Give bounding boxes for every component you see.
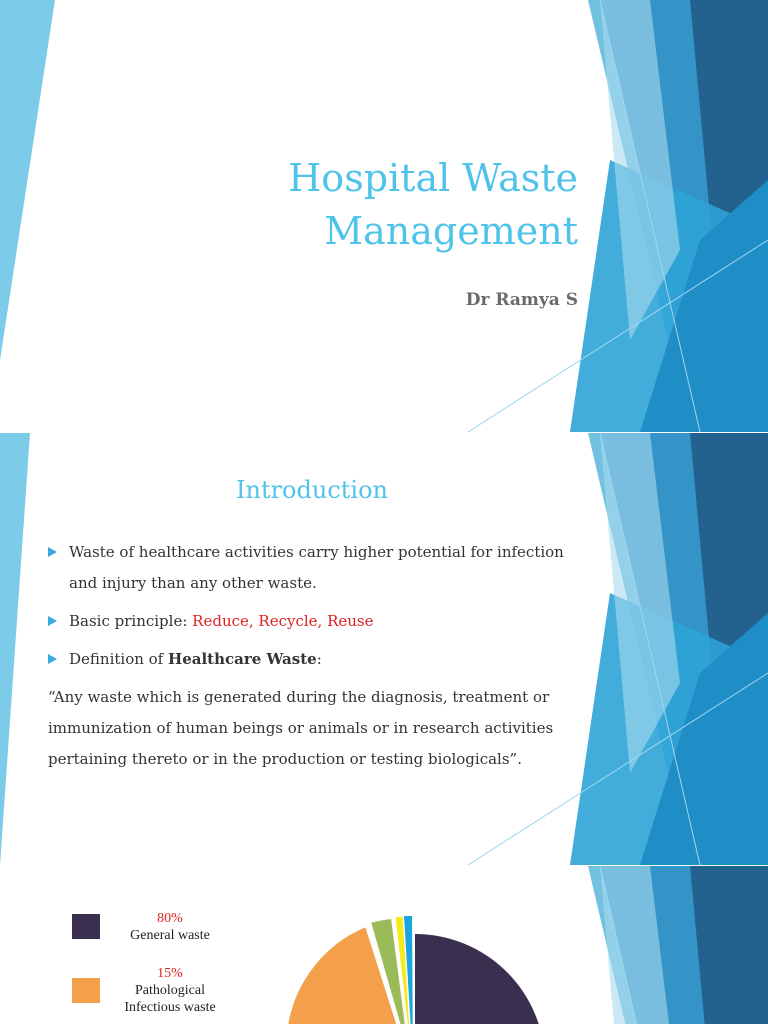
legend-label-pathological (100, 965, 240, 1016)
legend-label-general (100, 910, 240, 944)
legend-percent: 15% (157, 966, 183, 981)
legend-label: Infectious waste (124, 1000, 216, 1015)
bullet-text: : (316, 650, 322, 668)
bullet-text: Waste of healthcare activities carry higher potential for infection and injury than any other waste. (69, 543, 564, 592)
waste-composition-slide (0, 866, 768, 1024)
legend-swatch (72, 978, 100, 1003)
title-slide (0, 0, 768, 432)
bullet-item (48, 537, 578, 599)
legend-percent: 80% (157, 911, 183, 926)
pie-slice-general (415, 934, 545, 1024)
introduction-slide (0, 433, 768, 865)
definition-quote: “Any waste which is generated during the diagnosis, treatment or immunization of human beings or animals or in research activities pertaining thereto or in the production or testing biologicals”. (48, 688, 554, 768)
author-name: Dr Ramya S (465, 290, 578, 310)
legend-swatch (72, 914, 100, 939)
bullet-item (48, 644, 578, 675)
slide-body (48, 537, 578, 775)
presentation-title (98, 152, 578, 258)
principle-highlight: Reduce, Recycle, Reuse (192, 612, 374, 630)
bullet-item (48, 606, 578, 637)
title-line-1: Hospital Waste (288, 156, 578, 200)
bullet-text: Basic principle: (69, 612, 193, 630)
definition-term: Healthcare Waste (168, 650, 317, 668)
title-line-2: Management (324, 209, 578, 253)
bullet-arrow-icon (48, 616, 57, 626)
legend-label: General waste (130, 928, 210, 943)
legend-label: Pathological (135, 983, 205, 998)
slide-heading: Introduction (236, 476, 388, 504)
bullet-text: Definition of (69, 650, 169, 668)
waste-pie-chart (270, 906, 560, 1024)
bullet-arrow-icon (48, 654, 57, 664)
bullet-arrow-icon (48, 547, 57, 557)
